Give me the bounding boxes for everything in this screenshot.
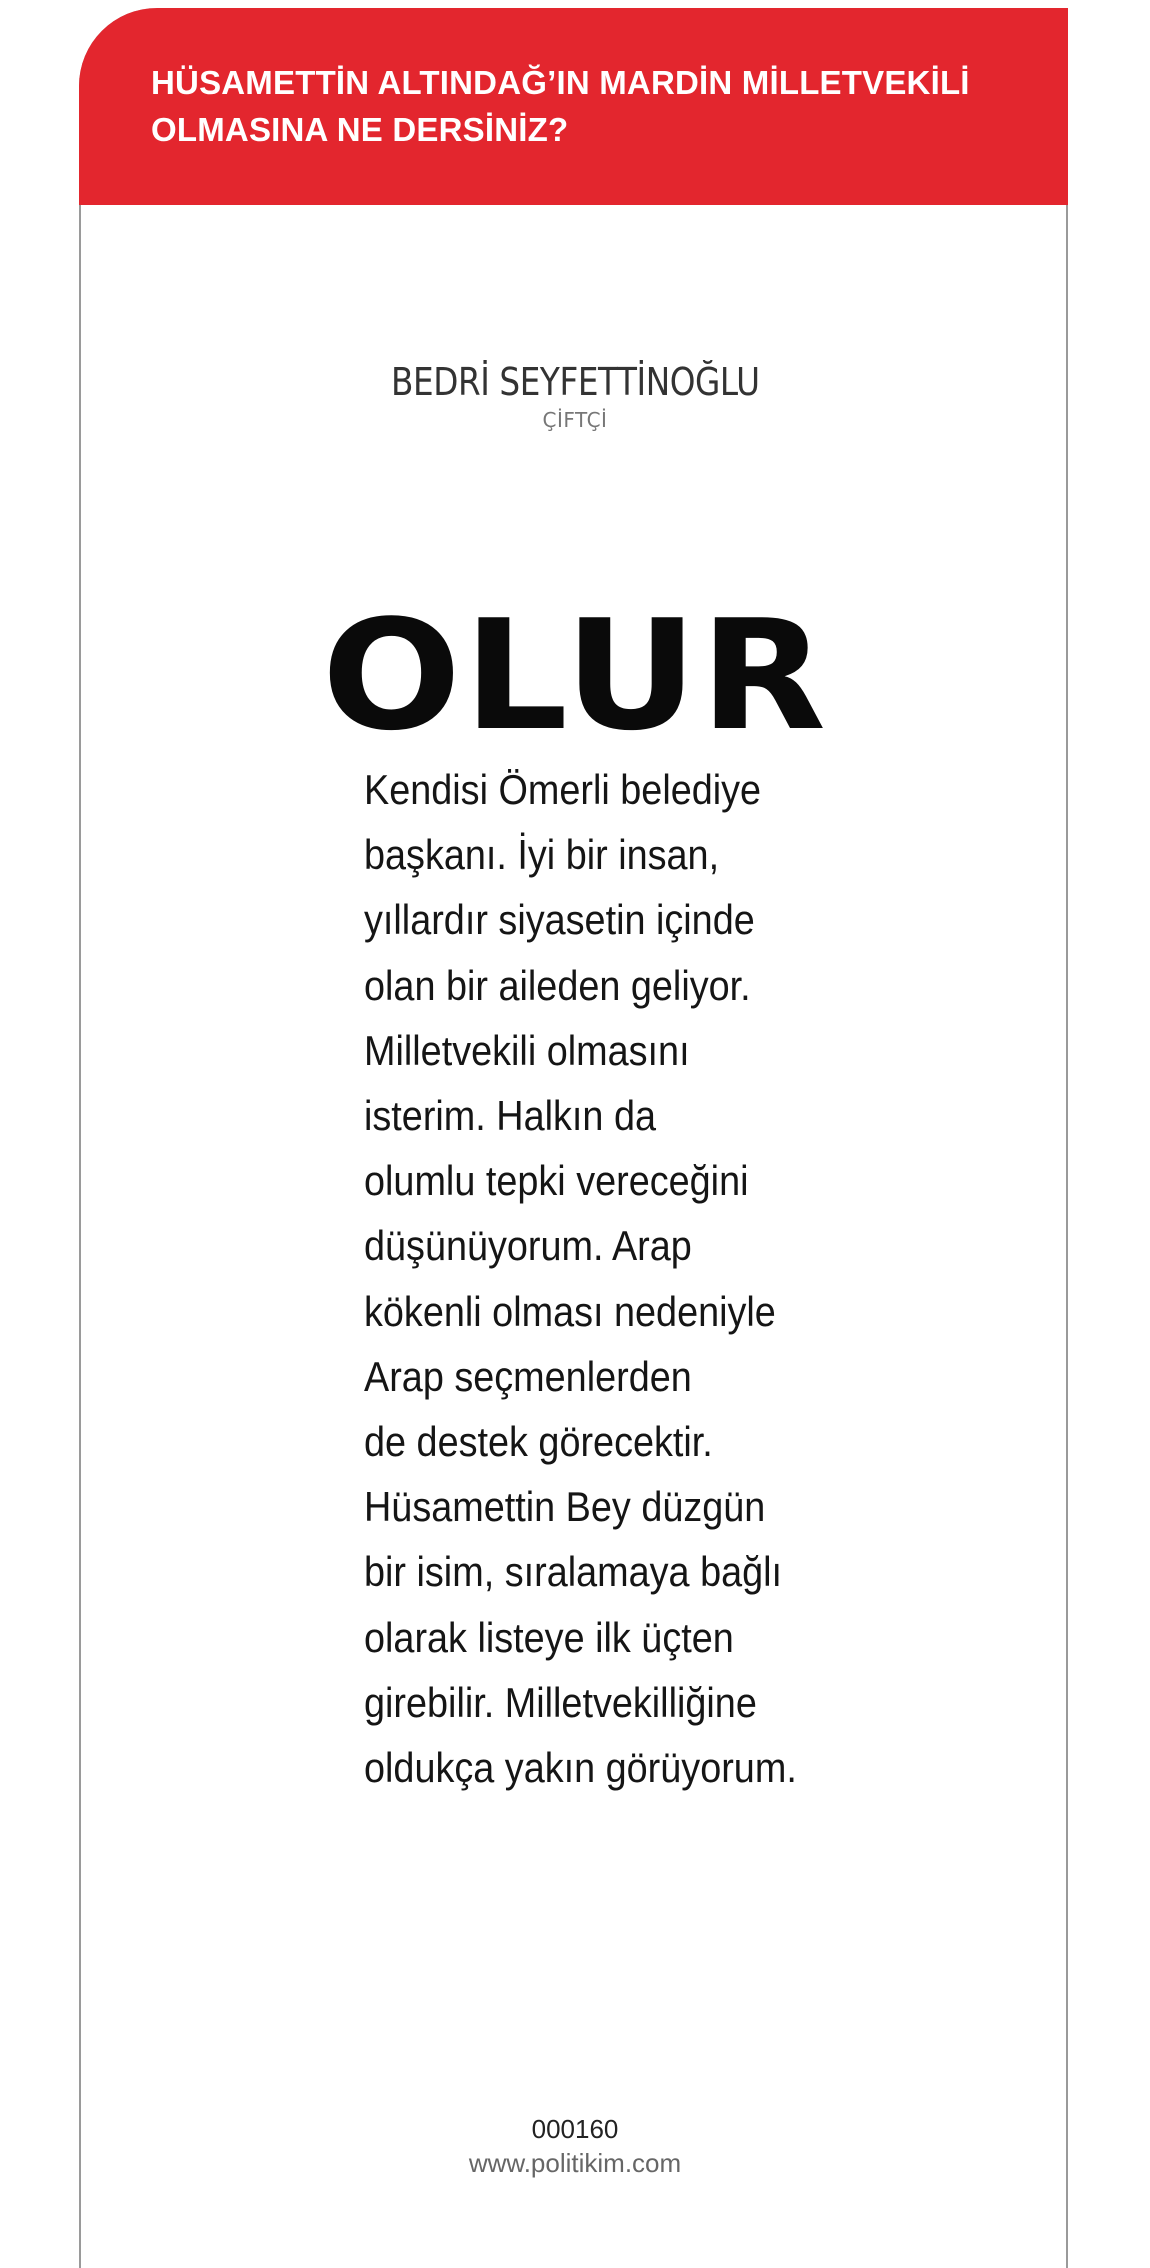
question-line-2: OLMASINA NE DERSİNİZ? bbox=[151, 111, 569, 148]
website-link[interactable]: www.politikim.com bbox=[468, 2148, 682, 2178]
respondent-occupation: ÇİFTÇİ bbox=[542, 408, 608, 432]
question-line-1: HÜSAMETTİN ALTINDAĞ’IN MARDİN MİLLETVEKİLİ bbox=[151, 64, 970, 101]
survey-question bbox=[151, 59, 1028, 153]
question-banner bbox=[79, 8, 1068, 205]
respondent-block bbox=[0, 360, 1150, 432]
respondent-comment: Kendisi Ömerli belediye başkanı. İyi bir insan, yıllardır siyasetin içinde olan bir aileden geliyor. Milletvekili olmasını isterim. Halkın da olumlu tepki vereceğini düşünüyorum. Arap kökenli olması nedeniyle Arap seçmenlerden de destek görecektir. Hüsamettin Bey düzgün bir isim, sıralamaya bağlı olarak listeye ilk üçten girebilir. Milletvekilliğine oldukça yakın görüyorum. bbox=[364, 766, 797, 1792]
footer bbox=[0, 2112, 1150, 2180]
answer-headline: OLUR bbox=[321, 587, 829, 764]
respondent-name: BEDRİ SEYFETTİNOĞLU bbox=[390, 360, 760, 404]
entry-code: 000160 bbox=[531, 2114, 619, 2144]
